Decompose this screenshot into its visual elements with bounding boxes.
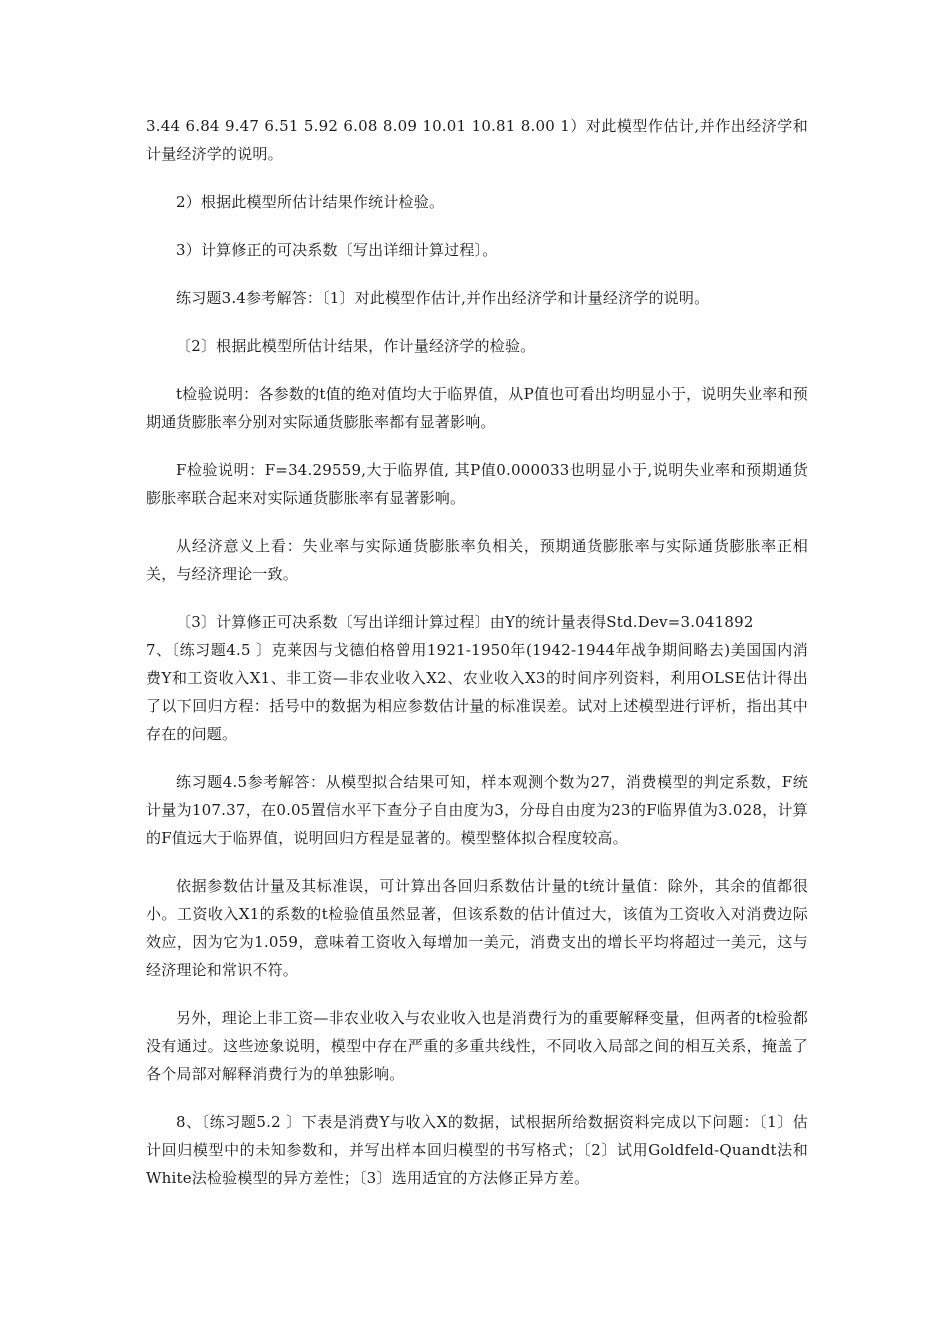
paragraph-exercise-4-5: 7、〔练习题4.5 〕克莱因与戈德伯格曾用1921-1950年(1942-1944年战争期间略去)美国国内消费Y和工资收入X1、非工资—非农业收入X2、农业收入X3的时间序列资料，利用OLSE估计得出了以下回归方程：括号中的数据为相应参数估计量的标准误差。试对上述模型进行评析，指出其中存在的问题。 — [146, 641, 808, 743]
paragraph-answer-3-4-part-2: 〔2〕根据此模型所估计结果，作计量经济学的检验。 — [176, 337, 536, 355]
paragraph-t-test-explanation: t检验说明：各参数的t值的绝对值均大于临界值，从P值也可看出均明显小于，说明失业率和预期通货膨胀率分别对实际通货膨胀率都有显著影响。 — [146, 385, 808, 431]
paragraph-economic-meaning: 从经济意义上看：失业率与实际通货膨胀率负相关，预期通货膨胀率与实际通货膨胀率正相关，与经济理论一致。 — [146, 537, 808, 583]
paragraph-answer-4-5: 练习题4.5参考解答：从模型拟合结果可知，样本观测个数为27，消费模型的判定系数，F统计量为107.37，在0.05置信水平下查分子自由度为3，分母自由度为23的F临界值为3.028，计算的F值远大于临界值，说明回归方程是显著的。模型整体拟合程度较高。 — [146, 773, 808, 847]
paragraph-t-statistics: 依据参数估计量及其标准误，可计算出各回归系数估计量的t统计量值：除外，其余的值都很小。工资收入X1的系数的t检验值虽然显著，但该系数的估计值过大，该值为工资收入对消费边际效应，因为它为1.059，意味着工资收入每增加一美元，消费支出的增长平均将超过一美元，这与经济理论和常识不符。 — [146, 877, 808, 979]
paragraph-adjusted-r2: 〔3〕计算修正可决系数〔写出详细计算过程〕由Y的统计量表得Std.Dev=3.041892 — [176, 613, 754, 631]
document-page — [146, 112, 808, 1192]
paragraph-question-2: 2）根据此模型所估计结果作统计检验。 — [176, 193, 445, 211]
paragraph-f-test-explanation: F检验说明：F=34.29559,大于临界值, 其P值0.000033也明显小于,说明失业率和预期通货膨胀率联合起来对实际通货膨胀率有显著影响。 — [146, 461, 808, 507]
paragraph-answer-3-4-heading: 练习题3.4参考解答：〔1〕对此模型作估计,并作出经济学和计量经济学的说明。 — [176, 289, 710, 307]
paragraph-multicollinearity: 另外，理论上非工资—非农业收入与农业收入也是消费行为的重要解释变量，但两者的t检验都没有通过。这些迹象说明，模型中存在严重的多重共线性，不同收入局部之间的相互关系，掩盖了各个局部对解释消费行为的单独影响。 — [146, 1009, 808, 1083]
paragraph-data-and-question-1: 3.44 6.84 9.47 6.51 5.92 6.08 8.09 10.01 10.81 8.00 1）对此模型作估计,并作出经济学和计量经济学的说明。 — [146, 117, 808, 163]
paragraph-question-3: 3）计算修正的可决系数〔写出详细计算过程〕。 — [176, 241, 498, 259]
paragraph-exercise-5-2: 8、〔练习题5.2 〕下表是消费Y与收入X的数据，试根据所给数据资料完成以下问题：〔1〕估计回归模型中的未知参数和，并写出样本回归模型的书写格式；〔2〕试用Goldfeld-Quandt法和White法检验模型的异方差性；〔3〕选用适宜的方法修正异方差。 — [146, 1113, 808, 1187]
